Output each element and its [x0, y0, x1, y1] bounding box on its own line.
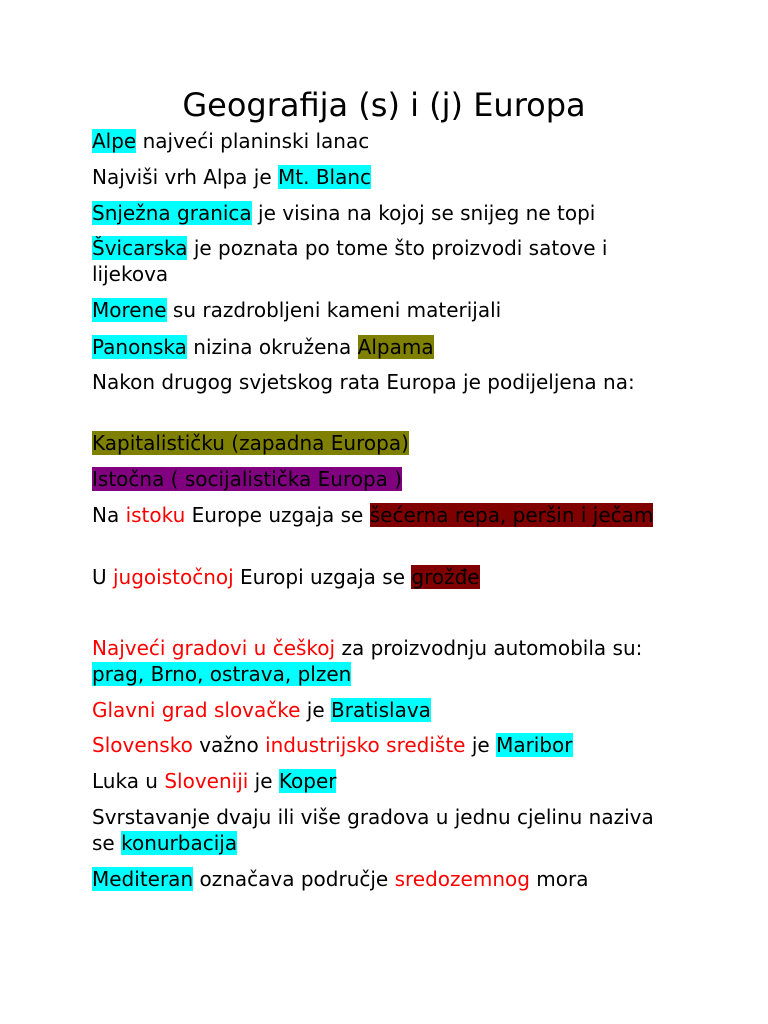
paragraph-slovensko-srediste	[92, 732, 672, 758]
paragraph-panonska	[92, 334, 672, 360]
highlight: Kapitalističku (zapadna Europa)	[92, 431, 409, 455]
red-text: Glavni grad slovačke	[92, 698, 301, 722]
highlight: Švicarska	[92, 236, 188, 260]
highlight: prag, Brno, ostrava, plzen	[92, 662, 352, 686]
red-text: Slovensko	[92, 733, 193, 757]
highlight: Panonska	[92, 335, 187, 359]
paragraph-snjezna-granica	[92, 200, 672, 226]
text: je	[300, 698, 332, 722]
highlight: Mt. Blanc	[278, 165, 372, 189]
highlight: Maribor	[496, 733, 573, 757]
highlight: Alpe	[92, 129, 137, 153]
red-text: jugoistočnoj	[113, 565, 234, 589]
highlight: Istočna ( socijalistička Europa )	[92, 467, 403, 491]
paragraph-kapitalisticku	[92, 430, 672, 456]
text: Svrstavanje dvaju ili više gradova u jednu cjelinu naziva se	[92, 805, 654, 855]
text: nizina okružena	[186, 335, 358, 359]
paragraph-istocna	[92, 466, 672, 492]
red-text: industrijsko središte	[265, 733, 466, 757]
red-text: sredozemnog	[394, 867, 530, 891]
highlight: Alpama	[357, 335, 434, 359]
paragraph-ceska-gradovi	[92, 635, 672, 687]
text: je poznata po tome što proizvodi satove i lijekova	[92, 236, 608, 286]
highlight: grožđe	[411, 565, 480, 589]
red-text: Najveći gradovi u češkoj	[92, 636, 336, 660]
highlight: Snježna granica	[92, 201, 252, 225]
paragraph-nakon-rata	[92, 369, 672, 395]
paragraph-luka-koper	[92, 768, 672, 794]
text: je	[465, 733, 497, 757]
paragraph-mediteran	[92, 866, 672, 892]
highlight: Bratislava	[331, 698, 431, 722]
paragraph-jugoistok-uzgoj	[92, 564, 672, 590]
paragraph-alpe	[92, 128, 672, 154]
text: označava područje	[193, 867, 395, 891]
red-text: istoku	[125, 503, 186, 527]
paragraph-istok-uzgoj	[92, 502, 672, 528]
page-title: Geografija (s) i (j) Europa	[182, 86, 586, 124]
text: Europi uzgaja se	[233, 565, 412, 589]
highlight: Mediteran	[92, 867, 194, 891]
text: je	[248, 769, 279, 793]
text: je visina na kojoj se snijeg ne topi	[251, 201, 596, 225]
text: Luka u	[92, 769, 165, 793]
text: važno	[192, 733, 266, 757]
paragraph-morene	[92, 297, 672, 323]
paragraph-mt-blanc	[92, 164, 672, 190]
highlight: šećerna repa, peršin i ječam	[369, 503, 654, 527]
text: su razdrobljeni kameni materijali	[166, 298, 502, 322]
text: Na	[92, 503, 126, 527]
paragraph-slovacka	[92, 697, 672, 723]
text: najveći planinski lanac	[136, 129, 370, 153]
text: za proizvodnju automobila su:	[335, 636, 643, 660]
text: Europe uzgaja se	[185, 503, 370, 527]
text: Najviši vrh Alpa je	[92, 165, 279, 189]
highlight: Morene	[92, 298, 167, 322]
text: mora	[529, 867, 589, 891]
text: Nakon drugog svjetskog rata Europa je podijeljena na:	[92, 370, 635, 394]
red-text: Sloveniji	[164, 769, 249, 793]
text: U	[92, 565, 113, 589]
paragraph-svicarska	[92, 235, 672, 287]
highlight: Koper	[278, 769, 337, 793]
paragraph-konurbacija	[92, 804, 672, 856]
highlight: konurbacija	[121, 831, 238, 855]
